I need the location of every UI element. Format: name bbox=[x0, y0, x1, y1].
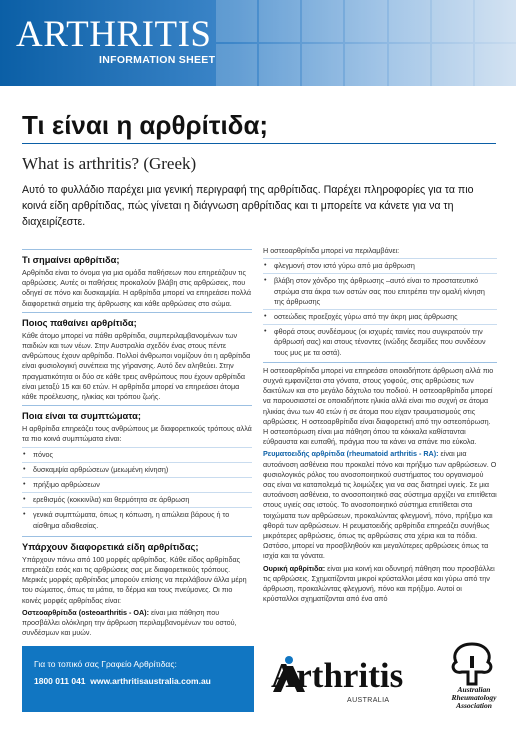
ara-text bbox=[444, 686, 504, 710]
logo-wordmark: Arthritis bbox=[271, 656, 404, 695]
logo-country: AUSTRALIA bbox=[347, 697, 390, 704]
section-divider bbox=[22, 312, 252, 313]
section-heading-what: Τι σημαίνει αρθρίτιδα; bbox=[22, 255, 120, 265]
section-divider bbox=[22, 405, 252, 406]
page-subtitle: What is arthritis? (Greek) bbox=[22, 154, 197, 173]
oa-paragraph bbox=[22, 608, 252, 639]
section-body-who: Κάθε άτομο μπορεί να πάθει αρθρίτιδα, συμπεριλαμβανομένων των παιδιών και των νέων. Στην Αυστραλία σχεδόν ένας στους πέντε ανθρώπους έχουν αρθρίτιδα. Πολλοί άνθρωποι νομίζουν ότι η αρθρίτιδα είναι φυσιολογική συνέπεια της γήρανσης. Αυτό δεν αληθεύει. Στην πραγματικότητα οι δύο σε κάθε τρεις ανθρώπους που έχουν αρθρίτιδα είναι μεταξύ 15 και 60 ετών. Η αρθρίτιδα μπορεί να επηρεάσει άτομα κάθε προέλευσης, ηλικίας και τρόπου ζωής. bbox=[22, 330, 251, 402]
right-column bbox=[263, 246, 497, 607]
section-body-symptoms: Η αρθρίτιδα επηρεάζει τους ανθρώπους με διαφορετικούς τρόπους αλλά τα πιο κοινά συμπτώματα είναι: bbox=[22, 424, 252, 444]
oa-body: Η οστεοαρθρίτιδα μπορεί να επηρεάσει οποιαδήποτε άρθρωση αλλά πιο συχνά εμφανίζεται στα γόνατα, στους γοφούς, στις αρθρώσεις των δακτύλων και στο μεγάλο δάχτυλο του ποδιού. Η οστεοαρθρίτιδα μπορεί να παρουσιαστεί σε οποιαδήποτε ηλικία αλλά είναι πιο συχνή σε άτομα ηλικίας άνω των 40 ετών ή σε άτομα που είχαν τραυματισμούς στις αρθρώσεις. Η οστεοαρθρίτιδα είναι διαφορετική από την οστεοπόρωση. Η οστεοπόρωση είναι μια πάθηση όπου τα κόκκαλα καθίστανται εύθραυστα και ευπαθή, πράγμα που τα κάνει να σπάνε πιο εύκολα. bbox=[263, 362, 497, 448]
list-item: • ερεθισμός (κοκκινίλα) και θερμότητα σε άρθρωση bbox=[22, 492, 252, 507]
contact-box bbox=[22, 646, 254, 712]
ara-logo bbox=[440, 638, 504, 730]
intro-paragraph: Αυτό το φυλλάδιο παρέχει μια γενική περιγραφή της αρθρίτιδας. Παρέχει πληροφορίες για τα πιο κοινά είδη αρθρίτιδας, πώς γίνεται η διάγνωση αρθρίτιδας και τι μπορείτε να κάνετε για να τη διαχειρίζεστε. bbox=[22, 184, 474, 228]
header-banner bbox=[0, 0, 516, 86]
banner-title: ARTHRITIS bbox=[16, 14, 212, 55]
gout-definition: είναι μια κοινή και οδυνηρή πάθηση που προσβάλλει τις αρθρώσεις. Σχηματίζονται μικροί κρύσταλλοι μέσα και γύρω από την άρθρωση, προκαλώντας φλεγμονή, πόνο και πρήξιμο. Αυτοί οι κρύσταλλοι σχηματίζονται από ένα από bbox=[263, 563, 495, 604]
list-item: • πόνος bbox=[22, 447, 252, 462]
list-item: • φθορά στους συνδέσμους (οι ισχυρές ταινίες που συγκρατούν την άρθρωσή σας) και στους τένοντες (ινώδης δεσμίδες που συνδέουν τους μυς με τα οστά). bbox=[263, 324, 497, 360]
section-heading-types: Υπάρχουν διαφορετικά είδη αρθρίτιδας; bbox=[22, 541, 199, 552]
section-body-what: Αρθρίτιδα είναι το όνομα για μια ομάδα παθήσεων που επηρεάζουν τις αρθρώσεις. Αυτές οι παθήσεις προκαλούν βλάβη στις αρθρώσεις, που οδηγεί σε πόνο και δυσκαμψία. Η αρθρίτιδα μπορεί να επηρεάσει πολλά διαφορετικά σημεία της άρθρωσης και κάθε αρθρώσεις στο σώμα. bbox=[22, 268, 251, 308]
contact-label: Για το τοπικό σας Γραφείο Αρθρίτιδας: bbox=[34, 659, 177, 669]
oa-definition: είναι μια πάθηση που προσβάλλει ολόκληρη την άρθρωση περιλαμβανομένων του οστού, συνδέσμων και μυών. bbox=[22, 607, 237, 638]
oa-features-list bbox=[263, 258, 497, 360]
ara-line: Australian bbox=[457, 685, 491, 694]
contact-phone[interactable]: 1800 011 041 bbox=[34, 676, 86, 686]
oa-term: Οστεοαρθρίτιδα (osteoarthritis - OA): bbox=[22, 607, 149, 617]
ara-line: Association bbox=[456, 701, 492, 710]
arthritis-australia-logo bbox=[271, 654, 411, 720]
ra-definition: είναι μια αυτοάνοση ασθένεια που προκαλεί πόνο και πρήξιμο των αρθρώσεων. Ο φυσιολογικός ρόλος του ανοσοποιητικού συστήματος του οργανισμού σας είναι να καταπολεμά τις λοιμώξεις για να σας διατηρεί υγιείς. Σε μια αυτοάνοση ασθένεια, το ανοσοποιητικό σας σύστημα αρχίζει να επιτίθεται στους υγιείς σας ιστούς. Το ανοσοποιητικό σύστημα επιτίθεται στα τοιχώματα των αρθρώσεων, προκαλώντας φλεγμονή, πόνο, πρήξιμο και φθορά των αρθρώσεων. Η ρευματοειδής αρθρίτιδα επηρεάζει συνήθως μικρότερες αρθρώσεις, όπως τις αρθρώσεις στα χέρια και τα πόδια. Ωστόσο, μπορεί να προσβληθούν και μεγαλύτερες αρθρώσεις όπως τα ισχία και τα γόνατα. bbox=[263, 449, 497, 561]
section-body-types: Υπάρχουν πάνω από 100 μορφές αρθρίτιδας. Κάθε είδος αρθρίτιδας επηρεάζει εσάς και τις αρθρώσεις σας με διαφορετικούς τρόπους. Μερικές μορφές αρθρίτιδας μπορούν επίσης να περιλάβουν άλλα μέρη του σώματος, όπως τα μάτια, το δέρμα και τους πνεύμονες. Οι πιο κοινές μορφές αρθρίτιδας είναι: bbox=[22, 554, 247, 605]
title-divider bbox=[22, 143, 496, 144]
list-item: • βλάβη στον χόνδρο της άρθρωσης –αυτό είναι το προστατευτικό στρώμα στα άκρα των οστών σας που επιτρέπει την ομαλή κίνηση της άρθρωσης bbox=[263, 273, 497, 309]
gout-term: Ουρική αρθρίτιδα: bbox=[263, 563, 326, 573]
list-item: • δυσκαμψία αρθρώσεων (μειωμένη κίνηση) bbox=[22, 462, 252, 477]
section-divider bbox=[22, 249, 252, 250]
contact-website[interactable]: www.arthritisaustralia.com.au bbox=[90, 676, 211, 686]
left-column bbox=[22, 246, 252, 640]
list-item: • πρήξιμο αρθρώσεων bbox=[22, 477, 252, 492]
ara-line: Rheumatology bbox=[451, 693, 497, 702]
section-divider bbox=[22, 536, 252, 537]
contact-line bbox=[34, 676, 242, 686]
ra-term: Ρευματοειδής αρθρίτιδα (rheumatoid arthritis - RA): bbox=[263, 449, 439, 459]
tree-icon bbox=[440, 638, 504, 686]
section-heading-symptoms: Ποια είναι τα συμπτώματα; bbox=[22, 411, 141, 422]
banner-subtitle: INFORMATION SHEET bbox=[99, 54, 216, 66]
oa-list-intro: Η οστεοαρθρίτιδα μπορεί να περιλαμβάνει: bbox=[263, 246, 400, 255]
banner-pattern bbox=[216, 0, 516, 86]
gout-paragraph bbox=[263, 564, 497, 605]
symptoms-list bbox=[22, 447, 252, 533]
ra-paragraph bbox=[263, 449, 497, 561]
section-heading-who: Ποιος παθαίνει αρθρίτιδα; bbox=[22, 317, 137, 328]
list-item: • οστεώδεις προεξοχές γύρω από την άκρη μιας άρθρωσης bbox=[263, 309, 497, 324]
list-item: • γενικά συμπτώματα, όπως η κόπωση, η απώλεια βάρους ή το αίσθημα αδιαθεσίας. bbox=[22, 507, 252, 532]
list-item: • φλεγμονή στον ιστό γύρω από μια άρθρωση bbox=[263, 258, 497, 273]
page-title: Τι είναι η αρθρίτιδα; bbox=[22, 110, 269, 140]
